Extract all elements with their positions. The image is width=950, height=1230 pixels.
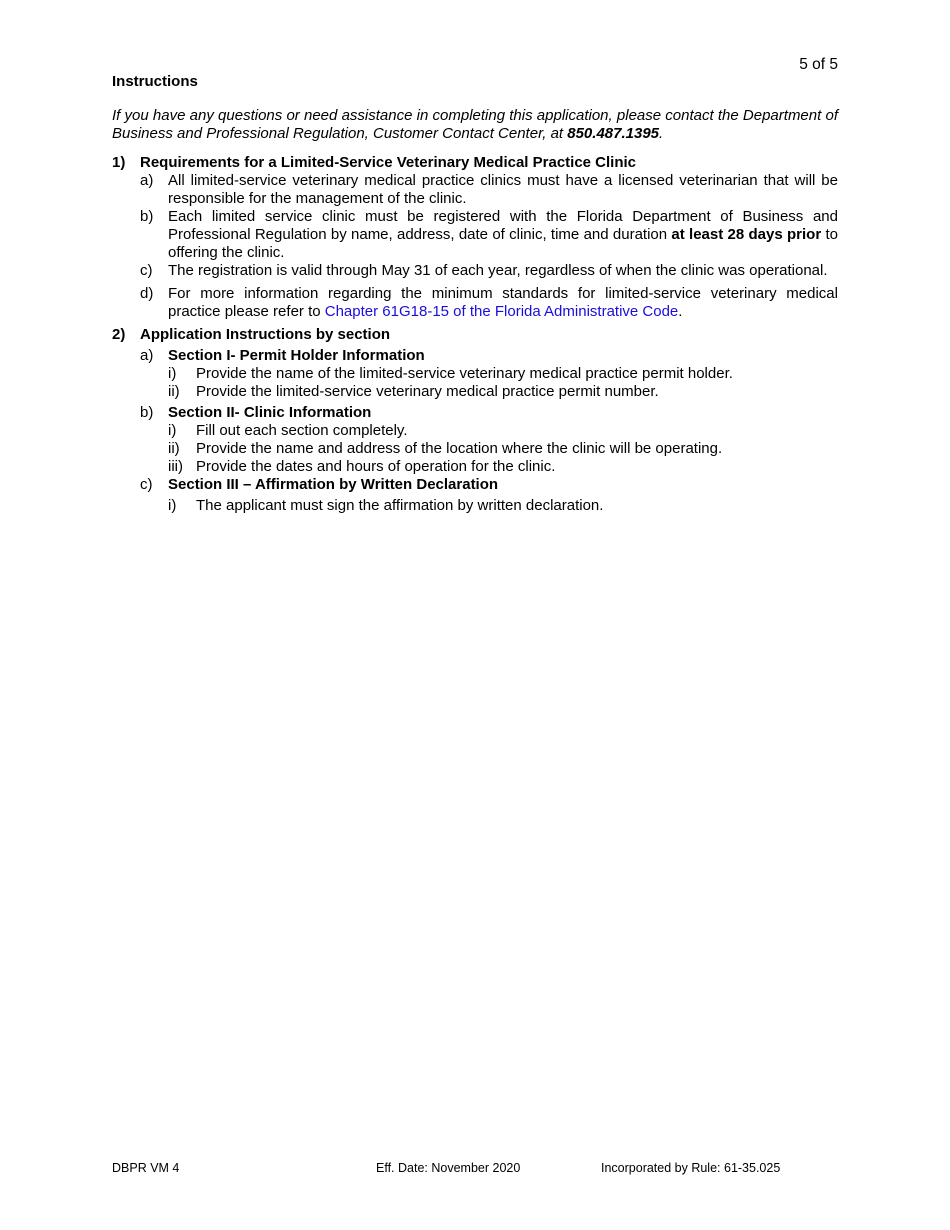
admin-code-link[interactable]: Chapter 61G18-15 of the Florida Administrative Code xyxy=(324,303,679,320)
section-2-title: Application Instructions by section xyxy=(140,326,391,343)
item-marker: b) xyxy=(140,208,154,225)
subsection-c-heading xyxy=(112,476,838,494)
list-text: Provide the name of the limited-service veterinary medical practice permit holder. xyxy=(196,365,733,382)
footer-form-id: DBPR VM 4 xyxy=(112,1161,180,1175)
subsection-title: Section III – Affirmation by Written Declaration xyxy=(168,476,499,493)
subsection-marker: b) xyxy=(140,404,154,421)
list-text: The applicant must sign the affirmation by written declaration. xyxy=(196,497,604,514)
subsection-marker: a) xyxy=(140,347,154,364)
footer-rule: Incorporated by Rule: 61-35.025 xyxy=(601,1161,781,1175)
footer-effective-date: Eff. Date: November 2020 xyxy=(376,1161,521,1175)
list-text: Provide the limited-service veterinary medical practice permit number. xyxy=(196,383,659,400)
item-marker: d) xyxy=(140,285,154,302)
list-marker: ii) xyxy=(168,383,180,400)
item-text: All limited-service veterinary medical practice clinics must have a licensed veterinarian that will be responsible for the management of the clinic. xyxy=(168,172,838,207)
contact-text: If you have any questions or need assistance in completing this application, please contact the Department of Business and Professional Regulation, Customer Contact Center, at xyxy=(112,107,838,142)
subsection-marker: c) xyxy=(140,476,153,493)
phone-number: 850.487.1395 xyxy=(567,125,660,142)
contact-end: . xyxy=(659,125,664,142)
document-body xyxy=(112,73,838,515)
item-text-end: . xyxy=(678,303,683,320)
section-1-title: Requirements for a Limited-Service Veterinary Medical Practice Clinic xyxy=(140,154,637,171)
list-text: Provide the name and address of the location where the clinic will be operating. xyxy=(196,440,723,457)
list-item xyxy=(112,365,838,383)
list-item xyxy=(112,383,838,401)
subsection-b-heading xyxy=(112,404,838,422)
requirement-item-d xyxy=(112,285,838,321)
item-text-end: to offering the clinic. xyxy=(168,226,838,261)
item-text: For more information regarding the minimum standards for limited-service veterinary medical practice please refer to xyxy=(168,285,838,320)
list-text: Provide the dates and hours of operation for the clinic. xyxy=(196,458,556,475)
list-text: Fill out each section completely. xyxy=(196,422,408,439)
deadline-emphasis: at least 28 days prior xyxy=(671,226,822,243)
subsection-title: Section II- Clinic Information xyxy=(168,404,372,421)
list-item xyxy=(112,458,838,476)
section-2-marker: 2) xyxy=(112,326,126,343)
list-marker: i) xyxy=(168,422,177,439)
subsection-title: Section I- Permit Holder Information xyxy=(168,347,425,364)
requirement-item-b xyxy=(112,208,838,262)
list-marker: ii) xyxy=(168,440,180,457)
subsection-a-heading xyxy=(112,347,838,365)
section-requirements xyxy=(112,154,838,321)
section-2-heading xyxy=(112,326,838,344)
list-item xyxy=(112,440,838,458)
list-marker: i) xyxy=(168,365,177,382)
list-item xyxy=(112,422,838,440)
page-number: 5 of 5 xyxy=(799,56,838,73)
requirement-item-c xyxy=(112,262,838,280)
contact-paragraph xyxy=(112,107,838,143)
requirement-item-a xyxy=(112,172,838,208)
section-1-heading xyxy=(112,154,838,172)
item-text: Each limited service clinic must be registered with the Florida Department of Business and Professional Regulation by name, address, date of clinic, time and duration xyxy=(168,208,838,243)
section-1-marker: 1) xyxy=(112,154,126,171)
item-marker: c) xyxy=(140,262,153,279)
list-marker: i) xyxy=(168,497,177,514)
section-application-instructions xyxy=(112,326,838,515)
list-item xyxy=(112,497,838,515)
item-marker: a) xyxy=(140,172,154,189)
list-marker: iii) xyxy=(168,458,183,475)
item-text: The registration is valid through May 31 of each year, regardless of when the clinic was operational. xyxy=(168,262,828,279)
page-title: Instructions xyxy=(112,73,198,90)
